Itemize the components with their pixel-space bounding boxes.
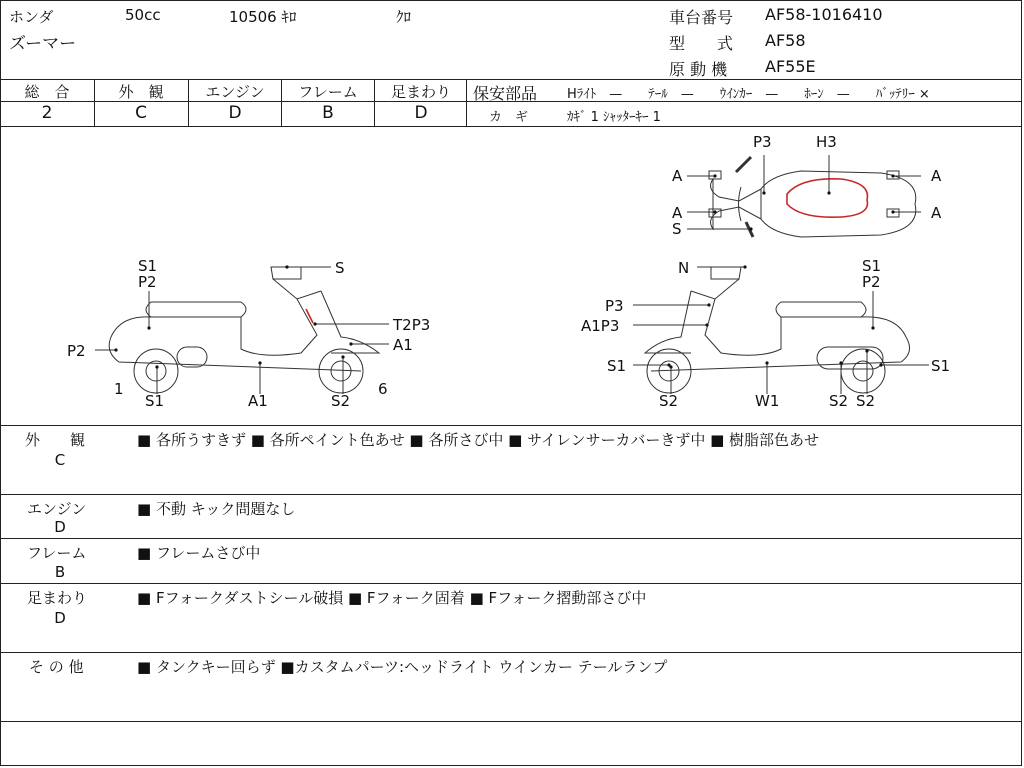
displacement: 50cc bbox=[125, 6, 161, 24]
label-right-w1: W1 bbox=[755, 392, 780, 410]
type-value: AF58 bbox=[765, 31, 806, 50]
rule bbox=[1, 79, 1021, 80]
rule bbox=[1, 652, 1021, 653]
label-right-p3: P3 bbox=[605, 297, 624, 315]
safety-parts-label: 保安部品 bbox=[473, 84, 538, 103]
label-left-s1: S1 bbox=[138, 257, 158, 275]
label-top-a3: A bbox=[931, 167, 942, 185]
label-left-s: S bbox=[335, 259, 345, 277]
model-name: ズーマー bbox=[9, 34, 77, 54]
key-value: ｶｷﾞ 1 ｼｬｯﾀｰｷｰ 1 bbox=[567, 110, 661, 125]
rule bbox=[1, 425, 1021, 426]
label-right-a1p3: A1P3 bbox=[581, 317, 620, 335]
engine-label: 原 動 機 bbox=[669, 60, 728, 79]
grade-engine-value: D bbox=[228, 103, 242, 123]
grade-total-label: 総 合 bbox=[24, 83, 70, 101]
label-left-t2p3: T2P3 bbox=[393, 316, 431, 334]
label-right-s1: S1 bbox=[862, 257, 882, 275]
rule bbox=[1, 538, 1021, 539]
remark-other-text: ■ タンクキー回らず ■カスタムパーツ:ヘッドライト ウインカー テールランプ bbox=[137, 658, 668, 676]
remark-engine-label: エンジン bbox=[27, 500, 87, 518]
label-left-one: 1 bbox=[114, 380, 124, 398]
remark-frame-grade: B bbox=[54, 563, 66, 581]
label-left-six: 6 bbox=[378, 380, 388, 398]
label-left-a1: A1 bbox=[393, 336, 413, 354]
remark-exterior-grade: C bbox=[54, 451, 66, 469]
leader-lines bbox=[95, 155, 929, 394]
label-right-s2-a: S2 bbox=[829, 392, 849, 410]
maker: ホンダ bbox=[9, 8, 54, 26]
grade-frame-value: B bbox=[322, 103, 334, 123]
engine-value: AF55E bbox=[765, 57, 816, 76]
frame-no: AF58-1016410 bbox=[765, 5, 883, 24]
type-label: 型 式 bbox=[669, 34, 734, 53]
key-label: カ ギ bbox=[489, 110, 529, 125]
label-left-s2: S2 bbox=[331, 392, 351, 410]
remark-exterior-text: ■ 各所うすきず ■ 各所ペイント色あせ ■ 各所さび中 ■ サイレンサーカバーきず中 ■ 樹脂部色あせ bbox=[137, 431, 820, 449]
remark-engine-text: ■ 不動 キック問題なし bbox=[137, 500, 296, 518]
label-left-a1-floor: A1 bbox=[248, 392, 268, 410]
label-right-s2-front: S2 bbox=[659, 392, 679, 410]
grade-suspension-label: 足まわり bbox=[390, 83, 451, 101]
label-left-p2-rear: P2 bbox=[67, 342, 86, 360]
label-top-h3: H3 bbox=[816, 133, 837, 151]
top-view-seat-damage bbox=[787, 179, 867, 217]
label-right-s1-rear: S1 bbox=[931, 357, 951, 375]
label-right-s2-b: S2 bbox=[856, 392, 876, 410]
label-right-p2: P2 bbox=[862, 273, 881, 291]
remark-suspension-label: 足まわり bbox=[27, 589, 88, 607]
remark-exterior-label: 外 観 bbox=[25, 431, 86, 449]
grade-total-value: 2 bbox=[41, 103, 53, 123]
rule bbox=[1, 583, 1021, 584]
rule bbox=[1, 494, 1021, 495]
damage-diagram bbox=[1, 127, 1021, 425]
grade-exterior-label: 外 観 bbox=[118, 83, 164, 101]
label-left-s1-wheel: S1 bbox=[145, 392, 165, 410]
grade-suspension-value: D bbox=[414, 103, 428, 123]
mileage: 10506 ｷﾛ bbox=[229, 8, 297, 26]
label-top-a4: A bbox=[931, 204, 942, 222]
remark-suspension-grade: D bbox=[54, 609, 66, 627]
grade-engine-label: エンジン bbox=[205, 83, 265, 101]
label-right-n: N bbox=[678, 259, 690, 277]
safety-parts-status: Hﾗｲﾄ — ﾃｰﾙ — ｳｲﾝｶｰ — ﾎｰﾝ — ﾊﾞｯﾃﾘｰ × bbox=[567, 87, 930, 102]
frame-no-label: 車台番号 bbox=[669, 8, 734, 27]
top-view-scooter bbox=[709, 157, 916, 237]
grade-frame-label: フレーム bbox=[298, 83, 358, 101]
label-top-a1: A bbox=[672, 167, 683, 185]
color: ｸﾛ bbox=[396, 8, 412, 26]
rule bbox=[1, 721, 1021, 722]
label-left-p2: P2 bbox=[138, 273, 157, 291]
remark-frame-text: ■ フレームさび中 bbox=[137, 544, 261, 562]
remark-suspension-text: ■ Fフォークダストシール破損 ■ Fフォーク固着 ■ Fフォーク摺動部さび中 bbox=[137, 589, 647, 607]
label-top-a2: A bbox=[672, 204, 683, 222]
remark-engine-grade: D bbox=[54, 518, 66, 536]
remark-frame-label: フレーム bbox=[27, 544, 87, 562]
label-top-s: S bbox=[672, 220, 682, 238]
label-right-s1-front: S1 bbox=[607, 357, 627, 375]
label-top-p3: P3 bbox=[753, 133, 772, 151]
grade-exterior-value: C bbox=[135, 103, 147, 123]
remark-other-label: そ の 他 bbox=[29, 658, 84, 676]
